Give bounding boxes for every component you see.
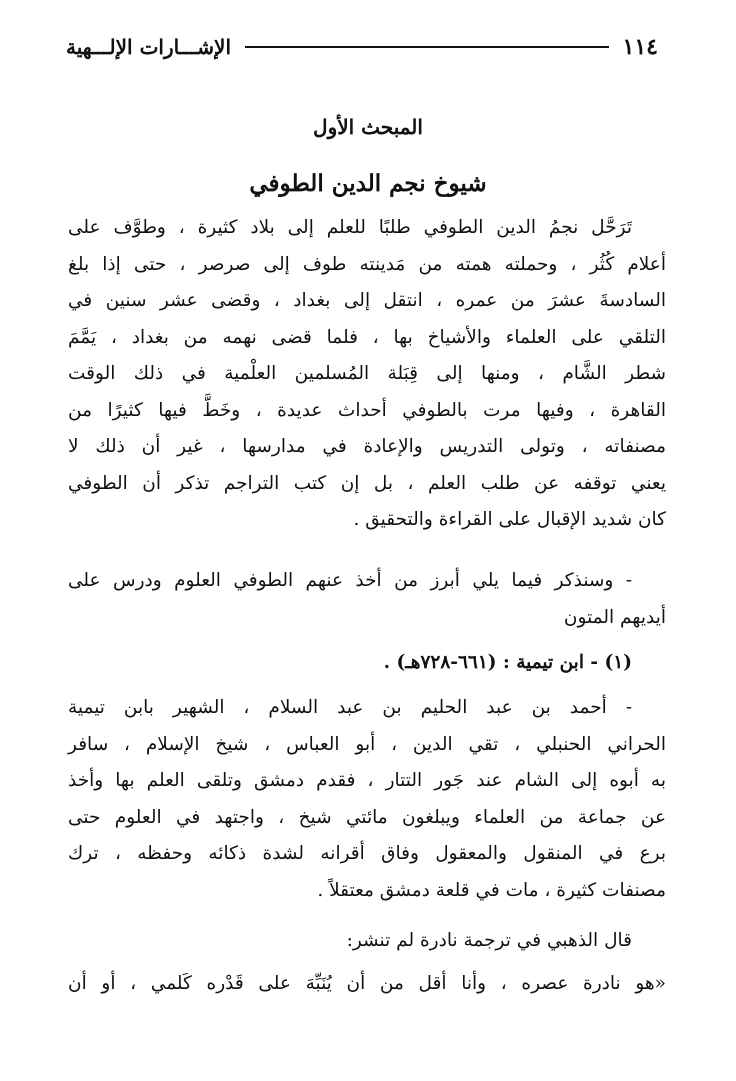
text-line: مصنفات كثيرة ، مات في قلعة دمشق معتقلاً . bbox=[317, 879, 666, 901]
text-line: التلقي على العلماء والأشياخ بها ، فلما قضى نهمه من بغداد ، يَمَّمَ bbox=[68, 326, 666, 348]
text-line: قال الذهبي في ترجمة نادرة لم تنشر: bbox=[346, 930, 632, 951]
subject-title: شيوخ نجم الدين الطوفي bbox=[249, 170, 487, 197]
text-line: السادسةَ عشرَ من عمره ، انتقل إلى بغداد ، وقضى عشر سنين في bbox=[68, 290, 666, 311]
biography-paragraph bbox=[68, 690, 666, 909]
text-line: القاهرة ، وفيها مرت بالطوفي أحداث عديدة ، وخَطَّ فيها كثيرًا من bbox=[68, 399, 666, 421]
intro-paragraph bbox=[68, 210, 666, 539]
note-paragraph bbox=[68, 563, 666, 636]
text-line: - أحمد بن عبد الحليم بن عبد السلام ، الشهير بابن تيمية bbox=[68, 697, 632, 718]
text-line: برع في المنقول والمعقول وفاق أقرانه لشدة ذكائه وحفظه ، ترك bbox=[68, 843, 666, 864]
quotation bbox=[68, 966, 666, 1003]
text-line: كان شديد الإقبال على القراءة والتحقيق . bbox=[353, 509, 666, 530]
text-line: - وسنذكر فيما يلي أبرز من أخذ عنهم الطوفي العلوم ودرس على bbox=[68, 570, 632, 591]
text-line: تَرَحَّل نجمُ الدين الطوفي طلبًا للعلم إلى بلاد كثيرة ، وطوَّف على bbox=[68, 217, 632, 238]
text-line: يعني توقفه عن طلب العلم ، بل إن كتب التراجم تذكر أن الطوفي bbox=[68, 472, 666, 494]
header-rule bbox=[245, 46, 609, 48]
teacher-heading bbox=[68, 645, 666, 682]
text-line: أيديهم المتون bbox=[563, 606, 666, 628]
text-line: مصنفاته ، وتولى التدريس والإعادة في مدارسها ، غير أن ذلك لا bbox=[68, 436, 666, 457]
text-line: شطر الشَّام ، ومنها إلى قِبَلة المُسلمين العلْمية في ذلك الوقت bbox=[68, 363, 666, 384]
page-number: ١١٤ bbox=[622, 34, 658, 60]
quote-intro bbox=[68, 923, 666, 960]
text-line: أعلام كُثُر ، وحملته همته من مَدينته طوف إلى صرصر ، حتى إذا بلغ bbox=[68, 253, 666, 275]
text-line: به أبوه إلى الشام عند جَور التتار ، فقدم دمشق وتلقى العلم بها وأخذ bbox=[68, 770, 666, 791]
page-header bbox=[66, 30, 658, 64]
text-line: «هو نادرة عصره ، وأنا أقل من أن يُنَبِّهَ على قَدْره كَلمي ، أو أن bbox=[68, 973, 666, 994]
teacher-heading-text: (١) - ابن تيمية : (٦٦١-٧٢٨هـ) . bbox=[383, 652, 632, 673]
running-title: الإشـــارات الإلـــهية bbox=[66, 35, 232, 59]
text-line: الحراني الحنبلي ، تقي الدين ، أبو العباس ، شيخ الإسلام ، سافر bbox=[68, 733, 666, 755]
text-line: عن جماعة من العلماء ويبلغون مائتي شيخ ، واجتهد في العلوم حتى bbox=[68, 806, 666, 828]
section-title: المبحث الأول bbox=[313, 115, 423, 139]
